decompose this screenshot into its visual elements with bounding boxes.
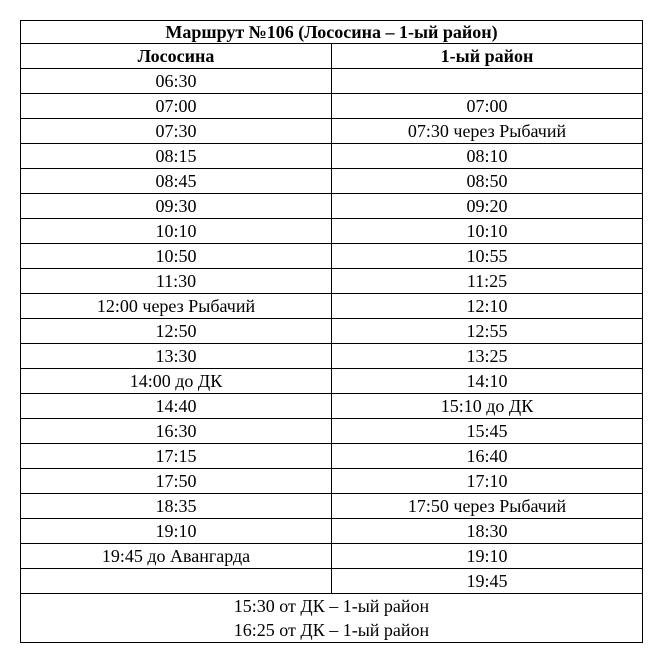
lososina-departure-cell: 17:15 [21,444,332,469]
district-1-departure-cell: 18:30 [332,519,643,544]
table-row [21,144,643,169]
table-row [21,344,643,369]
district-1-departure-cell: 10:55 [332,244,643,269]
lososina-departure-cell: 11:30 [21,269,332,294]
district-1-departure-cell: 19:10 [332,544,643,569]
column-header-lososina: Лососина [21,44,332,69]
district-1-departure-cell: 14:10 [332,369,643,394]
district-1-departure-cell: 07:00 [332,94,643,119]
table-row [21,469,643,494]
lososina-departure-cell: 19:45 до Авангарда [21,544,332,569]
table-row [21,194,643,219]
lososina-departure-cell: 13:30 [21,344,332,369]
district-1-departure-cell: 09:20 [332,194,643,219]
lososina-departure-cell: 17:50 [21,469,332,494]
schedule-body [21,69,643,594]
lososina-departure-cell: 08:15 [21,144,332,169]
table-row [21,444,643,469]
lososina-departure-cell: 16:30 [21,419,332,444]
district-1-departure-cell: 19:45 [332,569,643,594]
lososina-departure-cell [21,569,332,594]
table-row [21,94,643,119]
district-1-departure-cell: 15:10 до ДК [332,394,643,419]
table-row [21,569,643,594]
district-1-departure-cell: 15:45 [332,419,643,444]
table-row [21,394,643,419]
table-row [21,544,643,569]
lososina-departure-cell: 09:30 [21,194,332,219]
lososina-departure-cell: 19:10 [21,519,332,544]
district-1-departure-cell: 11:25 [332,269,643,294]
district-1-departure-cell: 16:40 [332,444,643,469]
lososina-departure-cell: 06:30 [21,69,332,94]
title-row [21,21,643,44]
footer-note: 15:30 от ДК – 1-ый район [233,596,430,616]
schedule-table [20,20,643,643]
lososina-departure-cell: 10:50 [21,244,332,269]
lososina-departure-cell: 12:50 [21,319,332,344]
column-header-district-1: 1-ый район [332,44,643,69]
lososina-departure-cell: 18:35 [21,494,332,519]
footer-row [21,594,643,643]
footer-notes [21,594,643,643]
district-1-departure-cell: 10:10 [332,219,643,244]
district-1-departure-cell: 12:10 [332,294,643,319]
table-row [21,369,643,394]
district-1-departure-cell: 08:50 [332,169,643,194]
table-row [21,169,643,194]
lososina-departure-cell: 14:00 до ДК [21,369,332,394]
district-1-departure-cell [332,69,643,94]
lososina-departure-cell: 10:10 [21,219,332,244]
footer-note: 16:25 от ДК – 1-ый район [233,620,430,640]
table-row [21,319,643,344]
district-1-departure-cell: 17:50 через Рыбачий [332,494,643,519]
header-row [21,44,643,69]
district-1-departure-cell: 08:10 [332,144,643,169]
table-title: Маршрут №106 (Лососина – 1-ый район) [21,21,643,44]
lososina-departure-cell: 14:40 [21,394,332,419]
table-row [21,69,643,94]
district-1-departure-cell: 12:55 [332,319,643,344]
table-row [21,519,643,544]
lososina-departure-cell: 07:00 [21,94,332,119]
district-1-departure-cell: 17:10 [332,469,643,494]
table-row [21,244,643,269]
district-1-departure-cell: 07:30 через Рыбачий [332,119,643,144]
table-row [21,294,643,319]
lososina-departure-cell: 07:30 [21,119,332,144]
table-row [21,419,643,444]
table-row [21,269,643,294]
district-1-departure-cell: 13:25 [332,344,643,369]
table-row [21,219,643,244]
lososina-departure-cell: 12:00 через Рыбачий [21,294,332,319]
lososina-departure-cell: 08:45 [21,169,332,194]
table-row [21,494,643,519]
table-row [21,119,643,144]
